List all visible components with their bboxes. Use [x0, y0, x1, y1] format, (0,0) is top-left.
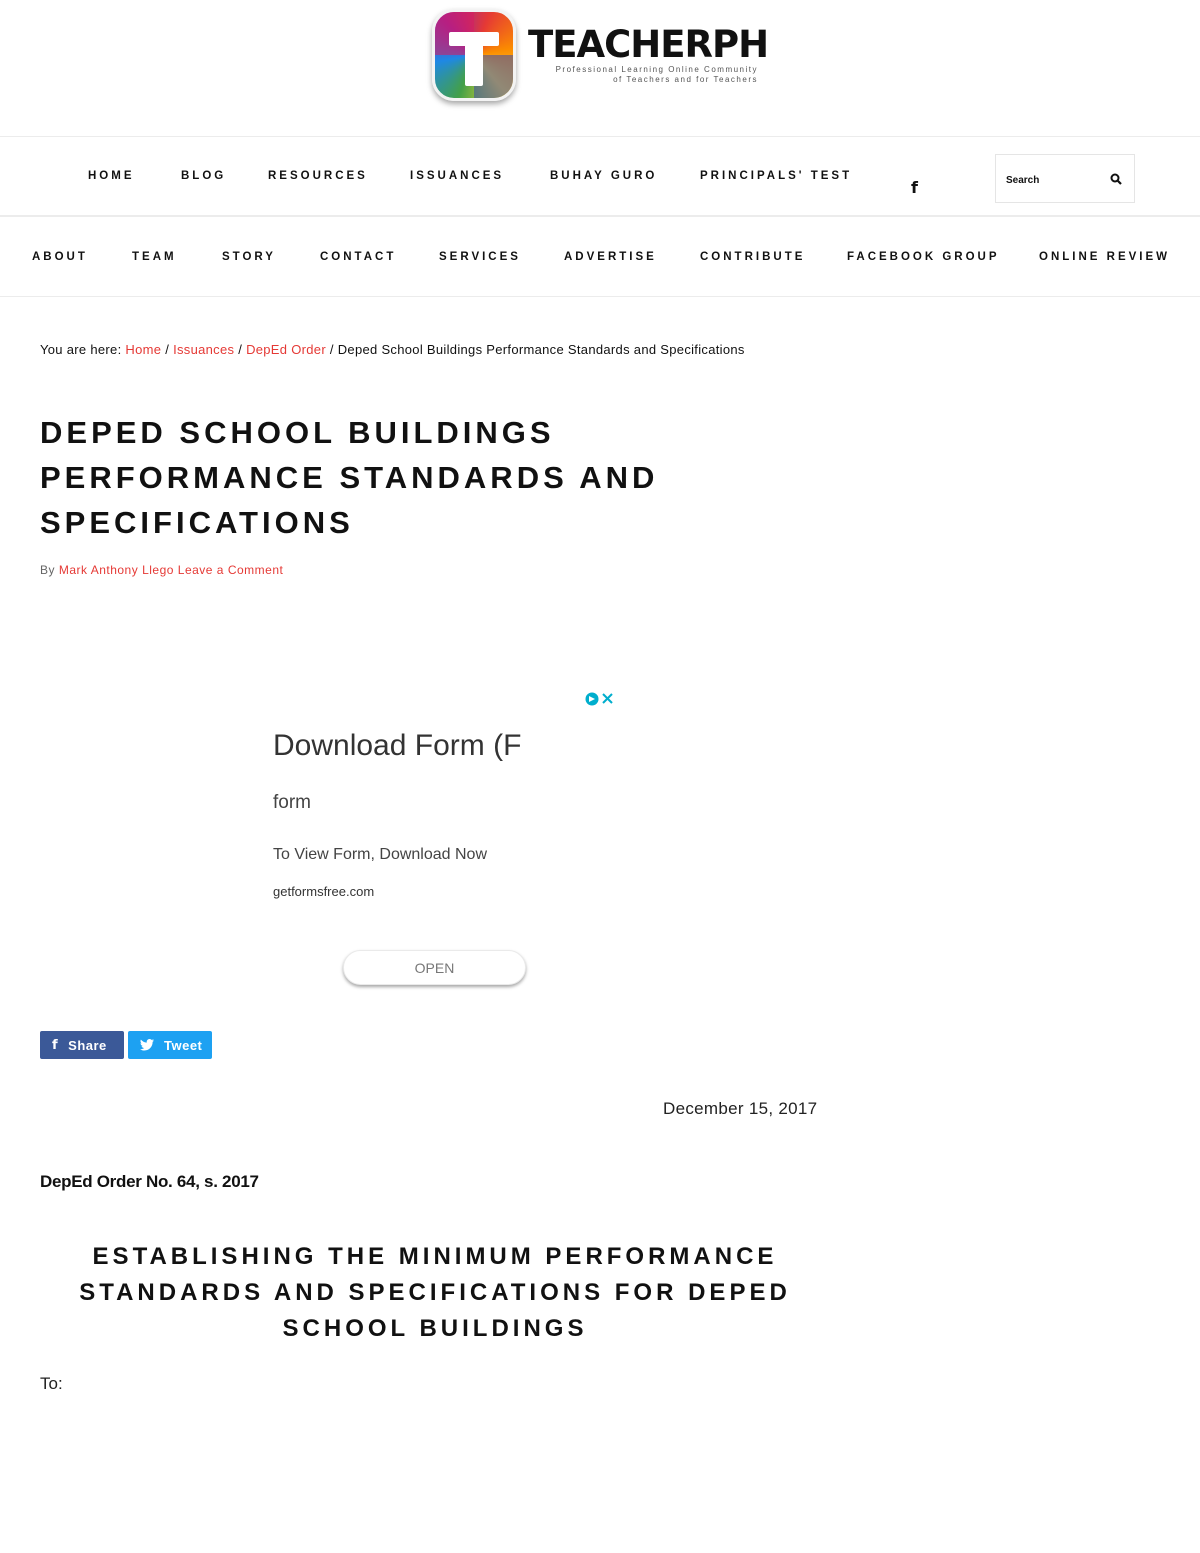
search-input[interactable]: [1006, 171, 1106, 189]
primary-nav: [0, 138, 1200, 217]
document-heading: ESTABLISHING THE MINIMUM PERFORMANCE STANDARDS AND SPECIFICATIONS FOR DEPED SCHOOL BUILDINGS: [79, 1243, 791, 1342]
nav-item-issuances[interactable]: ISSUANCES: [410, 170, 505, 182]
nav-item-facebook-group[interactable]: FACEBOOK GROUP: [847, 251, 1000, 263]
facebook-icon: f: [52, 1037, 59, 1053]
site-header: [0, 0, 1200, 137]
ad-choices-close-icon[interactable]: [584, 691, 618, 707]
author-link[interactable]: Mark Anthony Llego: [58, 563, 174, 577]
facebook-icon[interactable]: f: [911, 178, 918, 197]
site-logo[interactable]: [432, 6, 777, 104]
document-order-number: DepEd Order No. 64, s. 2017: [40, 1172, 259, 1191]
breadcrumb-deped-order-link[interactable]: DepEd Order: [246, 342, 326, 357]
search-icon[interactable]: [1110, 173, 1122, 185]
facebook-share-label: Share: [68, 1037, 107, 1053]
twitter-tweet-button[interactable]: [128, 1031, 212, 1059]
breadcrumb-separator: /: [329, 342, 334, 357]
nav-item-services[interactable]: SERVICES: [439, 251, 521, 263]
nav-item-home[interactable]: HOME: [88, 170, 135, 182]
nav-item-about[interactable]: ABOUT: [32, 251, 88, 263]
ad-subline: form: [273, 792, 311, 813]
ad-open-button[interactable]: OPEN: [343, 950, 526, 985]
document-date: December 15, 2017: [663, 1099, 818, 1118]
document-to-label: To:: [40, 1374, 63, 1393]
logo-tagline-line2: of Teachers and for Teachers: [613, 75, 758, 84]
breadcrumb-separator: /: [238, 342, 243, 357]
page-title: DEPED SCHOOL BUILDINGS PERFORMANCE STANDARDS AND SPECIFICATIONS: [40, 415, 659, 540]
ad-description: To View Form, Download Now: [273, 846, 488, 863]
nav-item-online-review[interactable]: ONLINE REVIEW: [1039, 251, 1171, 263]
ad-headline[interactable]: Download Form (F: [273, 729, 522, 762]
nav-item-contribute[interactable]: CONTRIBUTE: [700, 251, 806, 263]
byline-by-label: By: [40, 563, 56, 577]
facebook-share-button[interactable]: [40, 1031, 124, 1059]
breadcrumb-issuances-link[interactable]: Issuances: [173, 342, 235, 357]
logo-title: TEACHERPH: [528, 23, 769, 66]
breadcrumb-separator: /: [165, 342, 170, 357]
nav-item-contact[interactable]: CONTACT: [320, 251, 397, 263]
breadcrumb: [40, 337, 760, 362]
secondary-nav: [0, 219, 1200, 297]
advertisement[interactable]: [262, 684, 632, 1004]
search-box: [995, 154, 1135, 203]
nav-item-team[interactable]: TEAM: [132, 251, 177, 263]
breadcrumb-current: Deped School Buildings Performance Standards and Specifications: [337, 342, 745, 357]
nav-item-resources[interactable]: RESOURCES: [268, 170, 368, 182]
breadcrumb-home-link[interactable]: Home: [125, 342, 162, 357]
nav-item-advertise[interactable]: ADVERTISE: [564, 251, 657, 263]
byline: [40, 563, 283, 577]
nav-item-buhay-guro[interactable]: BUHAY GURO: [550, 170, 658, 182]
nav-item-story[interactable]: STORY: [222, 251, 276, 263]
twitter-icon: [140, 1039, 154, 1051]
breadcrumb-prefix: You are here:: [40, 342, 122, 357]
leave-comment-link[interactable]: Leave a Comment: [177, 563, 284, 577]
nav-item-principals-test[interactable]: PRINCIPALS' TEST: [700, 170, 853, 182]
ad-domain: getformsfree.com: [273, 884, 375, 899]
twitter-tweet-label: Tweet: [164, 1037, 203, 1053]
nav-item-blog[interactable]: BLOG: [181, 170, 227, 182]
logo-tagline-line1: Professional Learning Online Community: [555, 65, 758, 74]
logo-mark-icon: [432, 9, 516, 101]
